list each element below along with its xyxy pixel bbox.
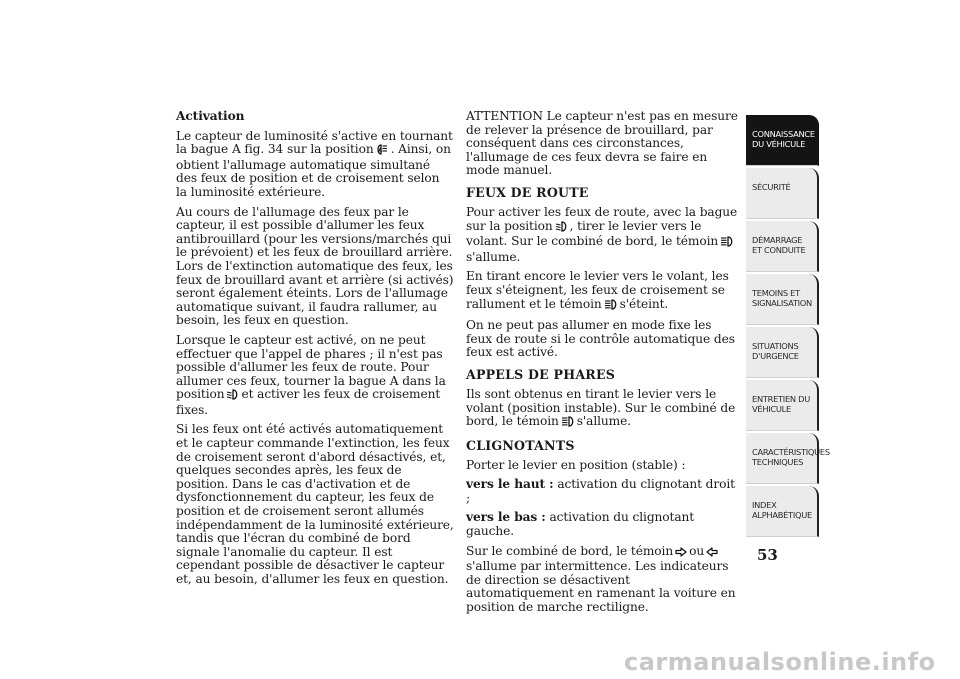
text: Le capteur de luminosité s'active en tournant la bague A fig. 34 sur la position <box>176 128 453 157</box>
text: Pour activer les feux de route, avec la bague sur la position <box>466 204 738 233</box>
paragraph-feux-route-2 <box>466 270 738 313</box>
tab-entretien-du-vehicule[interactable]: ENTRETIEN DU VÉHICULE <box>746 380 819 431</box>
attention-note: ATTENTION Le capteur n'est pas en mesure de relever la présence de brouillard, par conséquent dans ces circonstances, l'allumage de ces feux devra se faire en mode manuel. <box>466 109 738 178</box>
text: , tirer le levier vers le volant. Sur le combiné de bord, le témoin <box>466 218 719 249</box>
lead-vers-le-haut: vers le haut : <box>466 477 554 492</box>
paragraph-vers-le-bas <box>466 511 738 538</box>
heading-feux-de-route: FEUX DE ROUTE <box>466 184 589 200</box>
paragraph-activation <box>176 130 454 200</box>
tab-demarrage-et-conduite[interactable]: DÉMARRAGE ET CONDUITE <box>746 221 819 272</box>
left-column <box>176 110 454 593</box>
heading-appels-de-phares: APPELS DE PHARES <box>466 366 616 382</box>
paragraph-feux-route-3: On ne peut pas allumer en mode fixe les feux de route si le contrôle automatique des feux est activé. <box>466 318 735 360</box>
svg-text:A: A <box>377 148 382 155</box>
low-beam-icon <box>226 389 239 404</box>
tab-securite[interactable]: SÉCURITÉ <box>746 168 819 219</box>
right-column <box>466 110 738 621</box>
heading-clignotants: CLIGNOTANTS <box>466 437 575 453</box>
text: activation du clignotant gauche. <box>466 510 695 539</box>
low-beam-icon <box>555 221 568 236</box>
section-tabs <box>746 115 830 539</box>
tab-index-alphabetique[interactable]: INDEX ALPHABÉTIQUE <box>746 486 819 537</box>
high-beam-icon <box>604 299 618 314</box>
text: s'éteint. <box>619 296 669 311</box>
paragraph-vers-le-haut <box>466 478 738 505</box>
paragraph-extinction: Si les feux ont été activés automatiquement et le capteur commande l'extinction, les feux de croisement seront d'abord désactivés, et, quelques secondes après, les feux de position. Dans le cas d'activation et de dysfonctionnement du capteur, les feux de position et de croisement seront allumés indépendamment de la luminosité extérieure, tandis que l'écran du combiné de bord signale l'anomalie du capteur. Il est cependant possible de désactiver le capteur et, au besoin, d'allumer les feux en question. <box>176 422 454 586</box>
high-beam-icon <box>561 416 575 431</box>
subheading-activation: Activation <box>176 109 245 123</box>
paragraph-clignotants-1: Porter le levier en position (stable) : <box>466 457 686 472</box>
text: En tirant encore le levier vers le volant, les feux s'éteignent, les feux de croisement se rallument et le témoin <box>466 269 729 311</box>
paragraph-appels <box>466 388 738 431</box>
paragraph-appel-phares <box>176 334 454 418</box>
text: ou <box>689 543 705 558</box>
turn-right-arrow-icon <box>675 547 687 561</box>
text: Ils sont obtenus en tirant le levier vers le volant (position instable). Sur le combiné de bord, le témoin <box>466 386 736 429</box>
high-beam-icon <box>720 236 734 251</box>
tab-connaissance-du-vehicule[interactable]: CONNAISSANCE DU VÉHICULE <box>746 115 819 166</box>
text: s'allume. <box>576 414 632 429</box>
tab-temoins-et-signalisation[interactable]: TEMOINS ET SIGNALISATION <box>746 274 819 325</box>
lead-vers-le-bas: vers le bas : <box>466 510 546 525</box>
text: Sur le combiné de bord, le témoin <box>466 543 674 558</box>
text: s'allume par intermittence. Les indicateurs de direction se désactivent automatiquement en ramenant la voiture en position de marche rectiligne. <box>466 559 736 615</box>
tab-situations-d-urgence[interactable]: SITUATIONS D'URGENCE <box>746 327 819 378</box>
text: activation du clignotant droit ; <box>466 477 735 505</box>
text: Lorsque le capteur est activé, on ne peut effectuer que l'appel de phares ; il n'est pas possible d'allumer les feux de route. Pour allumer ces feux, tourner la bague A dans la position <box>176 332 446 402</box>
paragraph-feux-route-1 <box>466 206 738 264</box>
tab-caracteristiques-techniques[interactable]: CARACTÉRISTIQUES TECHNIQUES <box>746 433 819 484</box>
watermark: carmanualsonline.info <box>624 648 936 676</box>
auto-light-icon <box>376 144 389 159</box>
text: s'allume. <box>466 249 521 264</box>
paragraph-antibrouillard: Au cours de l'allumage des feux par le capteur, il est possible d'allumer les feux antibrouillard (pour les versions/marchés qui le prévoient) et les feux de brouillard arrière. Lors de l'extinction automatique des feux, les feux de brouillard avant et arrière (si activés) seront également éteints. Lors de l'allumage automatique suivant, il faudra rallumer, au besoin, les feux en question. <box>176 204 454 328</box>
turn-left-arrow-icon <box>706 547 718 561</box>
text: . Ainsi, on obtient l'allumage automatique simultané des feux de position et de croisement selon la luminosité extérieure. <box>176 142 451 199</box>
page-number: 53 <box>757 546 778 564</box>
text: et activer les feux de croisement fixes. <box>176 387 441 417</box>
paragraph-clignotants-2 <box>466 545 738 615</box>
